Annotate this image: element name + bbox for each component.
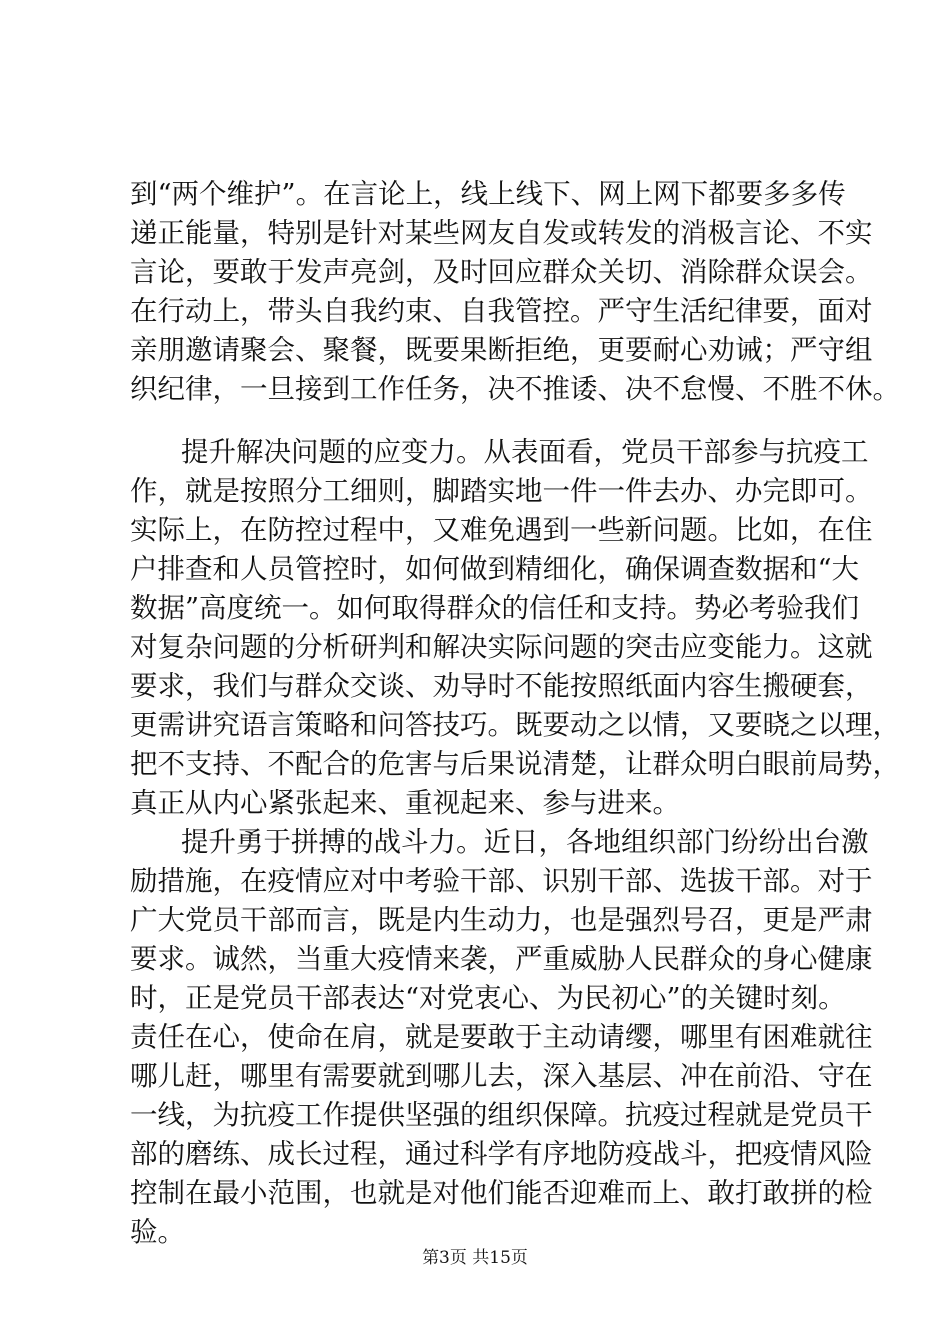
text-line: 广大党员干部而言，既是内生动力，也是强烈号召，更是严肃 (130, 904, 873, 936)
text-line: 言论，要敢于发声亮剑，及时回应群众关切、消除群众误会。 (130, 256, 873, 288)
text-line: 户排查和人员管控时，如何做到精细化，确保调查数据和“大 (130, 553, 860, 585)
text-line: 递正能量，特别是针对某些网友自发或转发的消极言论、不实 (130, 217, 873, 249)
text-line: 哪儿赶，哪里有需要就到哪儿去，深入基层、冲在前沿、守在 (130, 1060, 873, 1092)
text-line: 在行动上，带头自我约束、自我管控。严守生活纪律要，面对 (130, 295, 873, 327)
paragraph-first-line: 提升勇于拼搏的战斗力。近日，各地组织部门纷纷出台激 (181, 826, 869, 858)
text-line: 验。 (130, 1216, 185, 1248)
text-line: 部的磨练、成长过程，通过科学有序地防疫战斗，把疫情风险 (130, 1138, 873, 1170)
text-line: 真正从内心紧张起来、重视起来、参与进来。 (130, 787, 680, 819)
text-line: 时，正是党员干部表达“对党衷心、为民初心”的关键时刻。 (130, 982, 846, 1014)
text-line: 把不支持、不配合的危害与后果说清楚，让群众明白眼前局势， (130, 748, 900, 780)
text-line: 更需讲究语言策略和问答技巧。既要动之以情，又要晓之以理， (130, 709, 900, 741)
text-line: 要求，我们与群众交谈、劝导时不能按照纸面内容生搬硬套， (130, 670, 873, 702)
text-line: 亲朋邀请聚会、聚餐，既要果断拒绝，更要耐心劝诫；严守组 (130, 334, 873, 366)
text-line: 数据”高度统一。如何取得群众的信任和支持。势必考验我们 (130, 592, 860, 624)
text-line: 到“两个维护”。在言论上，线上线下、网上网下都要多多传 (130, 178, 846, 210)
paragraph-first-line: 提升解决问题的应变力。从表面看，党员干部参与抗疫工 (181, 436, 869, 468)
text-line: 织纪律，一旦接到工作任务，决不推诿、决不怠慢、不胜不休。 (130, 373, 900, 405)
page-footer: 第3页 共15页 (422, 1248, 528, 1268)
text-line: 对复杂问题的分析研判和解决实际问题的突击应变能力。这就 (130, 631, 873, 663)
text-line: 一线，为抗疫工作提供坚强的组织保障。抗疫过程就是党员干 (130, 1099, 873, 1131)
text-line: 励措施，在疫情应对中考验干部、识别干部、选拔干部。对于 (130, 865, 873, 897)
text-line: 责任在心，使命在肩，就是要敢于主动请缨，哪里有困难就往 (130, 1021, 873, 1053)
text-line: 控制在最小范围，也就是对他们能否迎难而上、敢打敢拼的检 (130, 1177, 873, 1209)
text-line: 实际上，在防控过程中，又难免遇到一些新问题。比如，在住 (130, 514, 873, 546)
text-line: 作，就是按照分工细则，脚踏实地一件一件去办、办完即可。 (130, 475, 873, 507)
text-line: 要求。诚然，当重大疫情来袭，严重威胁人民群众的身心健康 (130, 943, 873, 975)
